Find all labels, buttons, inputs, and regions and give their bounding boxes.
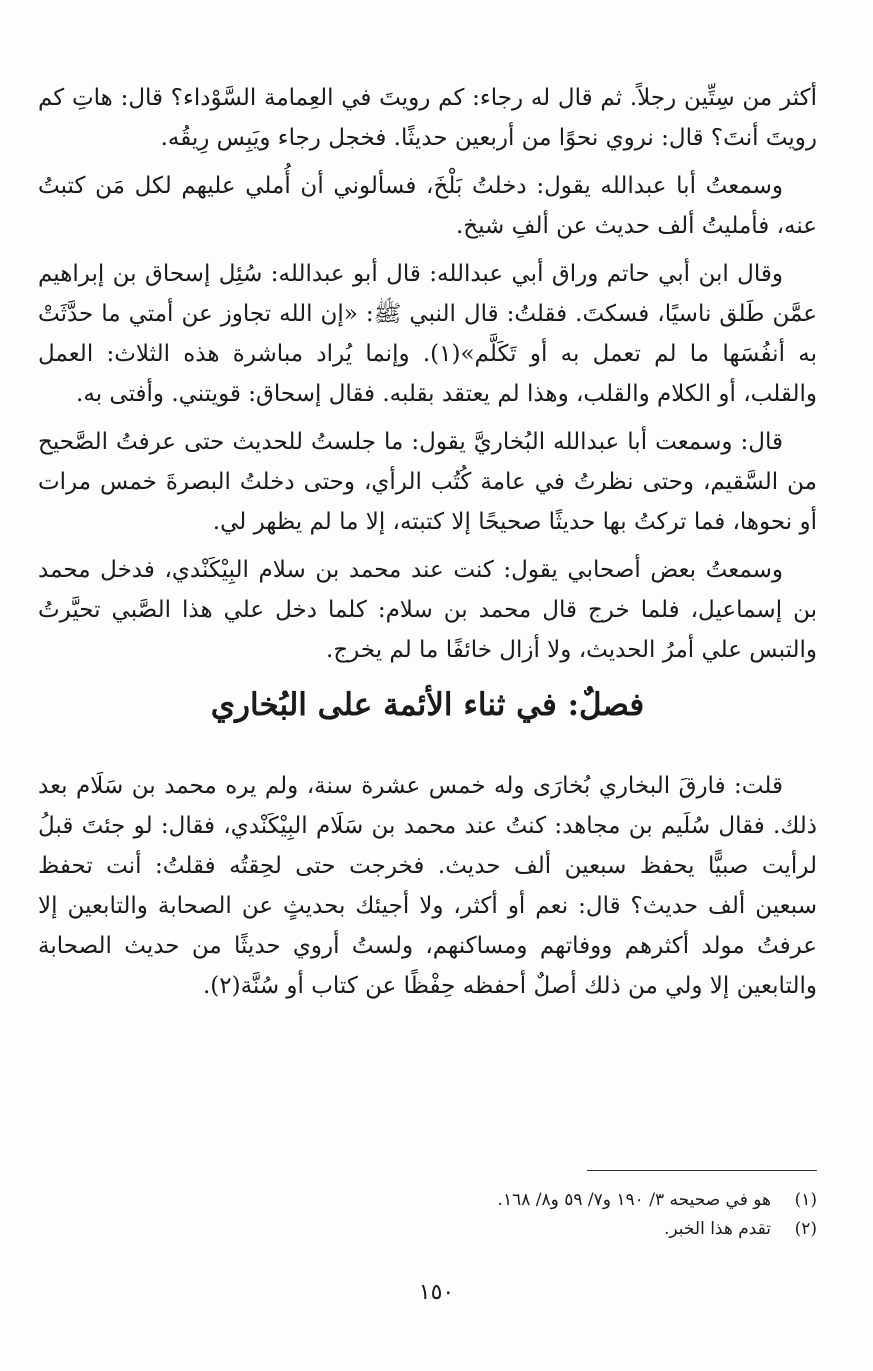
paragraph-balkh: وسمعتُ أبا عبدالله يقول: دخلتُ بَلْخَ، فسألوني أن أُملي عليهم لكل مَن كتبتُ عنه، فأمليتُ ألف حديث عن ألفِ شيخ. bbox=[38, 173, 817, 239]
footnote-number: (٢) bbox=[794, 1219, 817, 1239]
paragraph-sahih: قال: وسمعت أبا عبدالله البُخاريَّ يقول: ما جلستُ للحديث حتى عرفتُ الصَّحيح من السَّقيم، وحتى نظرتُ في عامة كُتُب الرأي، وحتى دخلتُ البصرةَ خمس مرات أو نحوها، فما تركتُ بها حديثًا صحيحًا إلا كتبته، إلا ما لم يظهر لي. bbox=[38, 429, 817, 535]
footnote-2 bbox=[38, 1215, 817, 1244]
footnote-number: (١) bbox=[794, 1190, 817, 1210]
paragraph-praise: قلت: فارقَ البخاري بُخارَى وله خمس عشرة سنة، ولم يره محمد بن سَلَام بعد ذلك. فقال سُلَيم بن مجاهد: كنتُ عند محمد بن سَلَام البِيْكَنْدي، فقال: لو جئتَ قبلُ لرأيت صبيًّا يحفظ سبعين ألف حديث. فخرجت حتى لحِقتُه فقلتُ: أنت تحفظ سبعين ألف حديث؟ قال: نعم أو أكثر، ولا أجيئك بحديثٍ عن الصحابة والتابعين إلا عرفتُ مولد أكثرهم ووفاتهم ومساكنهم، ولستُ أروي حديثًا من حديث الصحابة والتابعين إلا ولي من ذلك أصلٌ أحفظه حِفْظًا عن كتاب أو سُنَّة(٢). bbox=[38, 773, 817, 999]
footnote-1 bbox=[38, 1186, 817, 1215]
paragraph-continuation: أكثر من سِتِّين رجلاً. ثم قال له رجاء: كم رويتَ في العِمامة السَّوْداء؟ قال: هاتِ كم رويتَ أنتَ؟ قال: نروي نحوًا من أربعين حديثًا. فخجل رجاء ويَبِس رِيقُه. bbox=[38, 85, 817, 151]
footnote-text: تقدم هذا الخبر. bbox=[664, 1219, 771, 1239]
footnote-list bbox=[38, 1186, 817, 1244]
page-number: ١٥٠ bbox=[418, 1280, 455, 1305]
section-title: فصلٌ: في ثناء الأئمة على البُخاري bbox=[210, 687, 645, 723]
footnote-text: هو في صحيحه ٣/ ١٩٠ و٧/ ٥٩ و٨/ ١٦٨. bbox=[497, 1190, 771, 1210]
paragraph-bikandi: وسمعتُ بعض أصحابي يقول: كنت عند محمد بن سلام البِيْكَنْدي، فدخل محمد بن إسماعيل، فلما خرج قال محمد بن سلام: كلما دخل علي هذا الصَّبي تحيَّرتُ والتبس علي أمرُ الحديث، ولا أزال خائفًا ما لم يخرج. bbox=[38, 557, 817, 663]
paragraph-ishaq: وقال ابن أبي حاتم وراق أبي عبدالله: قال أبو عبدالله: سُئِل إسحاق بن إبراهيم عمَّن طَلق ناسيًا، فسكتَ. فقلتُ: قال النبي ﷺ: «إن الله تجاوز عن أمتي ما حدَّثَتْ به أنفُسَها ما لم تعمل به أو تَكَلَّم»(١). وإنما يُراد مباشرة هذه الثلاث: العمل والقلب، أو الكلام والقلب، وهذا لم يعتقد بقلبه. فقال إسحاق: قويتني. وأفتى به. bbox=[38, 261, 817, 407]
footnote-separator bbox=[587, 1170, 817, 1171]
